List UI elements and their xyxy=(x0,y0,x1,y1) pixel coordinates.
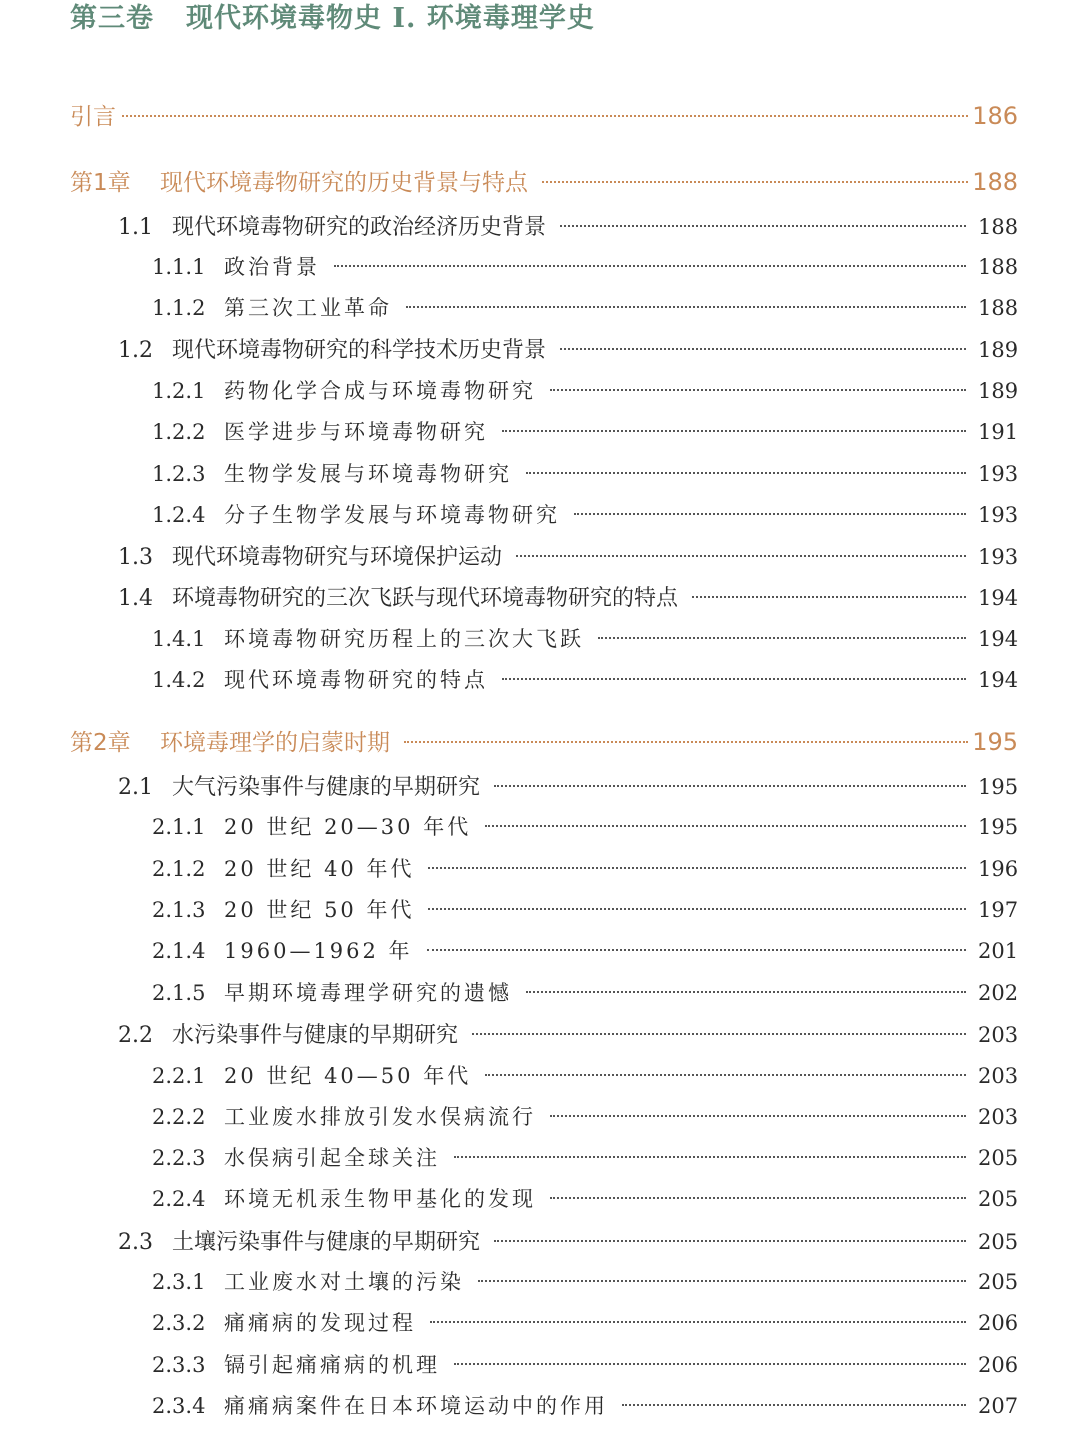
dot-leader xyxy=(542,181,968,183)
toc-entry-number: 2.2.3 xyxy=(152,1146,206,1170)
dot-leader xyxy=(485,1074,966,1076)
toc-entry-title: 引言 xyxy=(70,104,116,130)
dot-leader xyxy=(427,949,966,951)
dot-leader xyxy=(550,1197,966,1199)
toc-entry-subsection[interactable] xyxy=(152,1060,1018,1092)
dot-leader xyxy=(550,389,966,391)
toc-entry-title: 环境毒物研究历程上的三次大飞跃 xyxy=(224,627,584,651)
toc-entry-subsection[interactable] xyxy=(152,499,1018,531)
toc-entry-title: 药物化学合成与环境毒物研究 xyxy=(224,379,536,403)
toc-entry-number: 1.2.3 xyxy=(152,462,206,486)
dot-leader xyxy=(404,741,968,743)
dot-leader xyxy=(472,1033,966,1035)
toc-entry-intro[interactable] xyxy=(70,98,1018,132)
toc-entry-title: 现代环境毒物研究的历史背景与特点 xyxy=(160,170,528,196)
toc-entry-title: 环境毒物研究的三次飞跃与现代环境毒物研究的特点 xyxy=(172,586,679,611)
toc-entry-section[interactable] xyxy=(118,1018,1018,1050)
toc-entry-subsection[interactable] xyxy=(152,1142,1018,1174)
toc-entry-title: 20 世纪 40 年代 xyxy=(224,857,415,881)
toc-entry-page: 205 xyxy=(978,1146,1019,1170)
toc-entry-number: 2.1.2 xyxy=(152,857,206,881)
dot-leader xyxy=(502,430,966,432)
toc-entry-page: 205 xyxy=(978,1187,1019,1211)
toc-entry-title: 现代环境毒物研究的特点 xyxy=(224,668,488,692)
toc-entry-title: 医学进步与环境毒物研究 xyxy=(224,420,488,444)
toc-entry-number: 第1章 xyxy=(70,170,131,196)
toc-entry-chapter-1[interactable] xyxy=(70,164,1018,198)
toc-entry-page: 205 xyxy=(978,1230,1019,1254)
toc-entry-page: 193 xyxy=(978,545,1019,569)
toc-entry-title: 工业废水对土壤的污染 xyxy=(224,1270,464,1294)
toc-entry-page: 188 xyxy=(978,215,1019,239)
dot-leader xyxy=(406,306,966,308)
toc-entry-number: 1.2.2 xyxy=(152,420,206,444)
toc-entry-subsection[interactable] xyxy=(152,1307,1018,1339)
toc-entry-page: 195 xyxy=(978,775,1019,799)
dot-leader xyxy=(692,596,966,598)
toc-entry-number: 1.4.1 xyxy=(152,627,206,651)
toc-entry-title: 大气污染事件与健康的早期研究 xyxy=(172,775,481,800)
toc-entry-subsection[interactable] xyxy=(152,935,1018,967)
toc-entry-page: 188 xyxy=(978,296,1019,320)
toc-entry-page: 186 xyxy=(972,102,1018,130)
toc-entry-title: 现代环境毒物研究的科学技术历史背景 xyxy=(172,338,547,363)
toc-entry-subsection[interactable] xyxy=(152,811,1018,843)
toc-entry-page: 188 xyxy=(978,255,1019,279)
dot-leader xyxy=(478,1280,966,1282)
dot-leader xyxy=(454,1156,966,1158)
toc-entry-title: 水污染事件与健康的早期研究 xyxy=(172,1023,459,1048)
toc-entry-number: 2.3.3 xyxy=(152,1353,206,1377)
dot-leader xyxy=(430,1321,966,1323)
toc-entry-subsection[interactable] xyxy=(152,375,1018,407)
dot-leader xyxy=(502,678,966,680)
toc-entry-title: 工业废水排放引发水俣病流行 xyxy=(224,1105,536,1129)
toc-entry-number: 2.1.5 xyxy=(152,981,206,1005)
toc-entry-number: 2.1.3 xyxy=(152,898,206,922)
dot-leader xyxy=(428,908,966,910)
dot-leader xyxy=(550,1115,966,1117)
toc-entry-page: 197 xyxy=(978,898,1019,922)
toc-entry-page: 206 xyxy=(978,1353,1019,1377)
toc-entry-page: 202 xyxy=(978,981,1019,1005)
toc-entry-subsection[interactable] xyxy=(152,1390,1018,1422)
toc-entry-page: 195 xyxy=(978,815,1019,839)
toc-entry-number: 1.2.1 xyxy=(152,379,206,403)
toc-entry-number: 1.2 xyxy=(118,338,153,363)
toc-entry-page: 203 xyxy=(978,1064,1019,1088)
toc-entry-number: 2.3.1 xyxy=(152,1270,206,1294)
toc-entry-title: 第三次工业革命 xyxy=(224,296,392,320)
toc-entry-subsection[interactable] xyxy=(152,664,1018,696)
toc-entry-page: 189 xyxy=(978,379,1019,403)
toc-entry-number: 1.1 xyxy=(118,215,153,240)
toc-entry-subsection[interactable] xyxy=(152,458,1018,490)
dot-leader xyxy=(526,991,966,993)
dot-leader xyxy=(574,513,966,515)
toc-entry-page: 203 xyxy=(978,1105,1019,1129)
toc-entry-page: 194 xyxy=(978,586,1019,610)
toc-entry-page: 191 xyxy=(978,420,1019,444)
toc-entry-chapter-2[interactable] xyxy=(70,724,1018,758)
toc-entry-number: 2.3.4 xyxy=(152,1394,206,1418)
dot-leader xyxy=(485,825,966,827)
toc-entry-title: 早期环境毒理学研究的遗憾 xyxy=(224,981,512,1005)
dot-leader xyxy=(560,348,966,350)
toc-entry-section[interactable] xyxy=(118,1225,1018,1257)
toc-entry-number: 第2章 xyxy=(70,730,131,756)
toc-entry-page: 205 xyxy=(978,1270,1019,1294)
toc-entry-subsection[interactable] xyxy=(152,894,1018,926)
dot-leader xyxy=(494,785,966,787)
toc-entry-title: 生物学发展与环境毒物研究 xyxy=(224,462,512,486)
toc-entry-number: 1.4.2 xyxy=(152,668,206,692)
toc-entry-title: 现代环境毒物研究的政治经济历史背景 xyxy=(172,215,547,240)
toc-entry-section[interactable] xyxy=(118,210,1018,242)
toc-entry-page: 193 xyxy=(978,503,1019,527)
toc-entry-title: 20 世纪 40—50 年代 xyxy=(224,1064,472,1088)
toc-entry-subsection[interactable] xyxy=(152,416,1018,448)
dot-leader xyxy=(526,472,966,474)
toc-entry-subsection[interactable] xyxy=(152,623,1018,655)
toc-entry-title: 水俣病引起全球关注 xyxy=(224,1146,440,1170)
toc-entry-section[interactable] xyxy=(118,333,1018,365)
toc-entry-number: 2.1 xyxy=(118,775,153,800)
toc-entry-title: 20 世纪 20—30 年代 xyxy=(224,815,472,839)
toc-entry-subsection[interactable] xyxy=(152,977,1018,1009)
toc-entry-title: 环境无机汞生物甲基化的发现 xyxy=(224,1187,536,1211)
toc-entry-subsection[interactable] xyxy=(152,1266,1018,1298)
toc-entry-number: 2.2.4 xyxy=(152,1187,206,1211)
toc-entry-number: 2.2 xyxy=(118,1023,153,1048)
toc-entry-title: 土壤污染事件与健康的早期研究 xyxy=(172,1230,481,1255)
dot-leader xyxy=(560,225,966,227)
toc-entry-subsection[interactable] xyxy=(152,292,1018,324)
toc-entry-subsection[interactable] xyxy=(152,853,1018,885)
toc-entry-number: 1.1.2 xyxy=(152,296,206,320)
dot-leader xyxy=(598,637,966,639)
toc-entry-title: 分子生物学发展与环境毒物研究 xyxy=(224,503,560,527)
dot-leader xyxy=(122,115,968,117)
toc-entry-title: 痛痛病的发现过程 xyxy=(224,1311,416,1335)
dot-leader xyxy=(494,1240,966,1242)
toc-entry-page: 196 xyxy=(978,857,1019,881)
dot-leader xyxy=(454,1363,966,1365)
toc-entry-subsection[interactable] xyxy=(152,251,1018,283)
toc-entry-number: 2.2.2 xyxy=(152,1105,206,1129)
toc-entry-number: 2.2.1 xyxy=(152,1064,206,1088)
toc-entry-number: 1.1.1 xyxy=(152,255,206,279)
volume-label: 第三卷 xyxy=(70,3,154,34)
toc-entry-title: 环境毒理学的启蒙时期 xyxy=(160,730,390,756)
volume-title: 现代环境毒物史 I. 环境毒理学史 xyxy=(186,3,595,34)
toc-entry-page: 203 xyxy=(978,1023,1019,1047)
toc-entry-title: 痛痛病案件在日本环境运动中的作用 xyxy=(224,1394,608,1418)
toc-entry-page: 201 xyxy=(978,939,1019,963)
toc-entry-page: 188 xyxy=(972,168,1018,196)
toc-entry-number: 2.1.4 xyxy=(152,939,206,963)
toc-entry-page: 206 xyxy=(978,1311,1019,1335)
toc-entry-page: 194 xyxy=(978,627,1019,651)
dot-leader xyxy=(516,555,966,557)
toc-entry-number: 2.3.2 xyxy=(152,1311,206,1335)
toc-entry-number: 2.3 xyxy=(118,1230,153,1255)
toc-entry-subsection[interactable] xyxy=(152,1101,1018,1133)
toc-entry-subsection[interactable] xyxy=(152,1349,1018,1381)
toc-entry-title: 镉引起痛痛病的机理 xyxy=(224,1353,440,1377)
toc-entry-section[interactable] xyxy=(118,581,1018,613)
dot-leader xyxy=(334,265,966,267)
toc-entry-number: 1.2.4 xyxy=(152,503,206,527)
toc-entry-page: 195 xyxy=(972,728,1018,756)
toc-entry-title: 现代环境毒物研究与环境保护运动 xyxy=(172,545,503,570)
toc-entry-page: 194 xyxy=(978,668,1019,692)
toc-entry-page: 193 xyxy=(978,462,1019,486)
toc-entry-title: 政治背景 xyxy=(224,255,320,279)
toc-entry-page: 207 xyxy=(978,1394,1019,1418)
toc-entry-page: 189 xyxy=(978,338,1019,362)
toc-entry-section[interactable] xyxy=(118,770,1018,802)
toc-entry-number: 1.3 xyxy=(118,545,153,570)
toc-entry-number: 2.1.1 xyxy=(152,815,206,839)
toc-entry-section[interactable] xyxy=(118,540,1018,572)
toc-entry-title: 1960—1962 年 xyxy=(224,939,413,963)
dot-leader xyxy=(622,1404,966,1406)
toc-entry-subsection[interactable] xyxy=(152,1183,1018,1215)
page-header xyxy=(70,0,595,35)
toc-entry-title: 20 世纪 50 年代 xyxy=(224,898,415,922)
dot-leader xyxy=(428,867,966,869)
toc-entry-number: 1.4 xyxy=(118,586,153,611)
